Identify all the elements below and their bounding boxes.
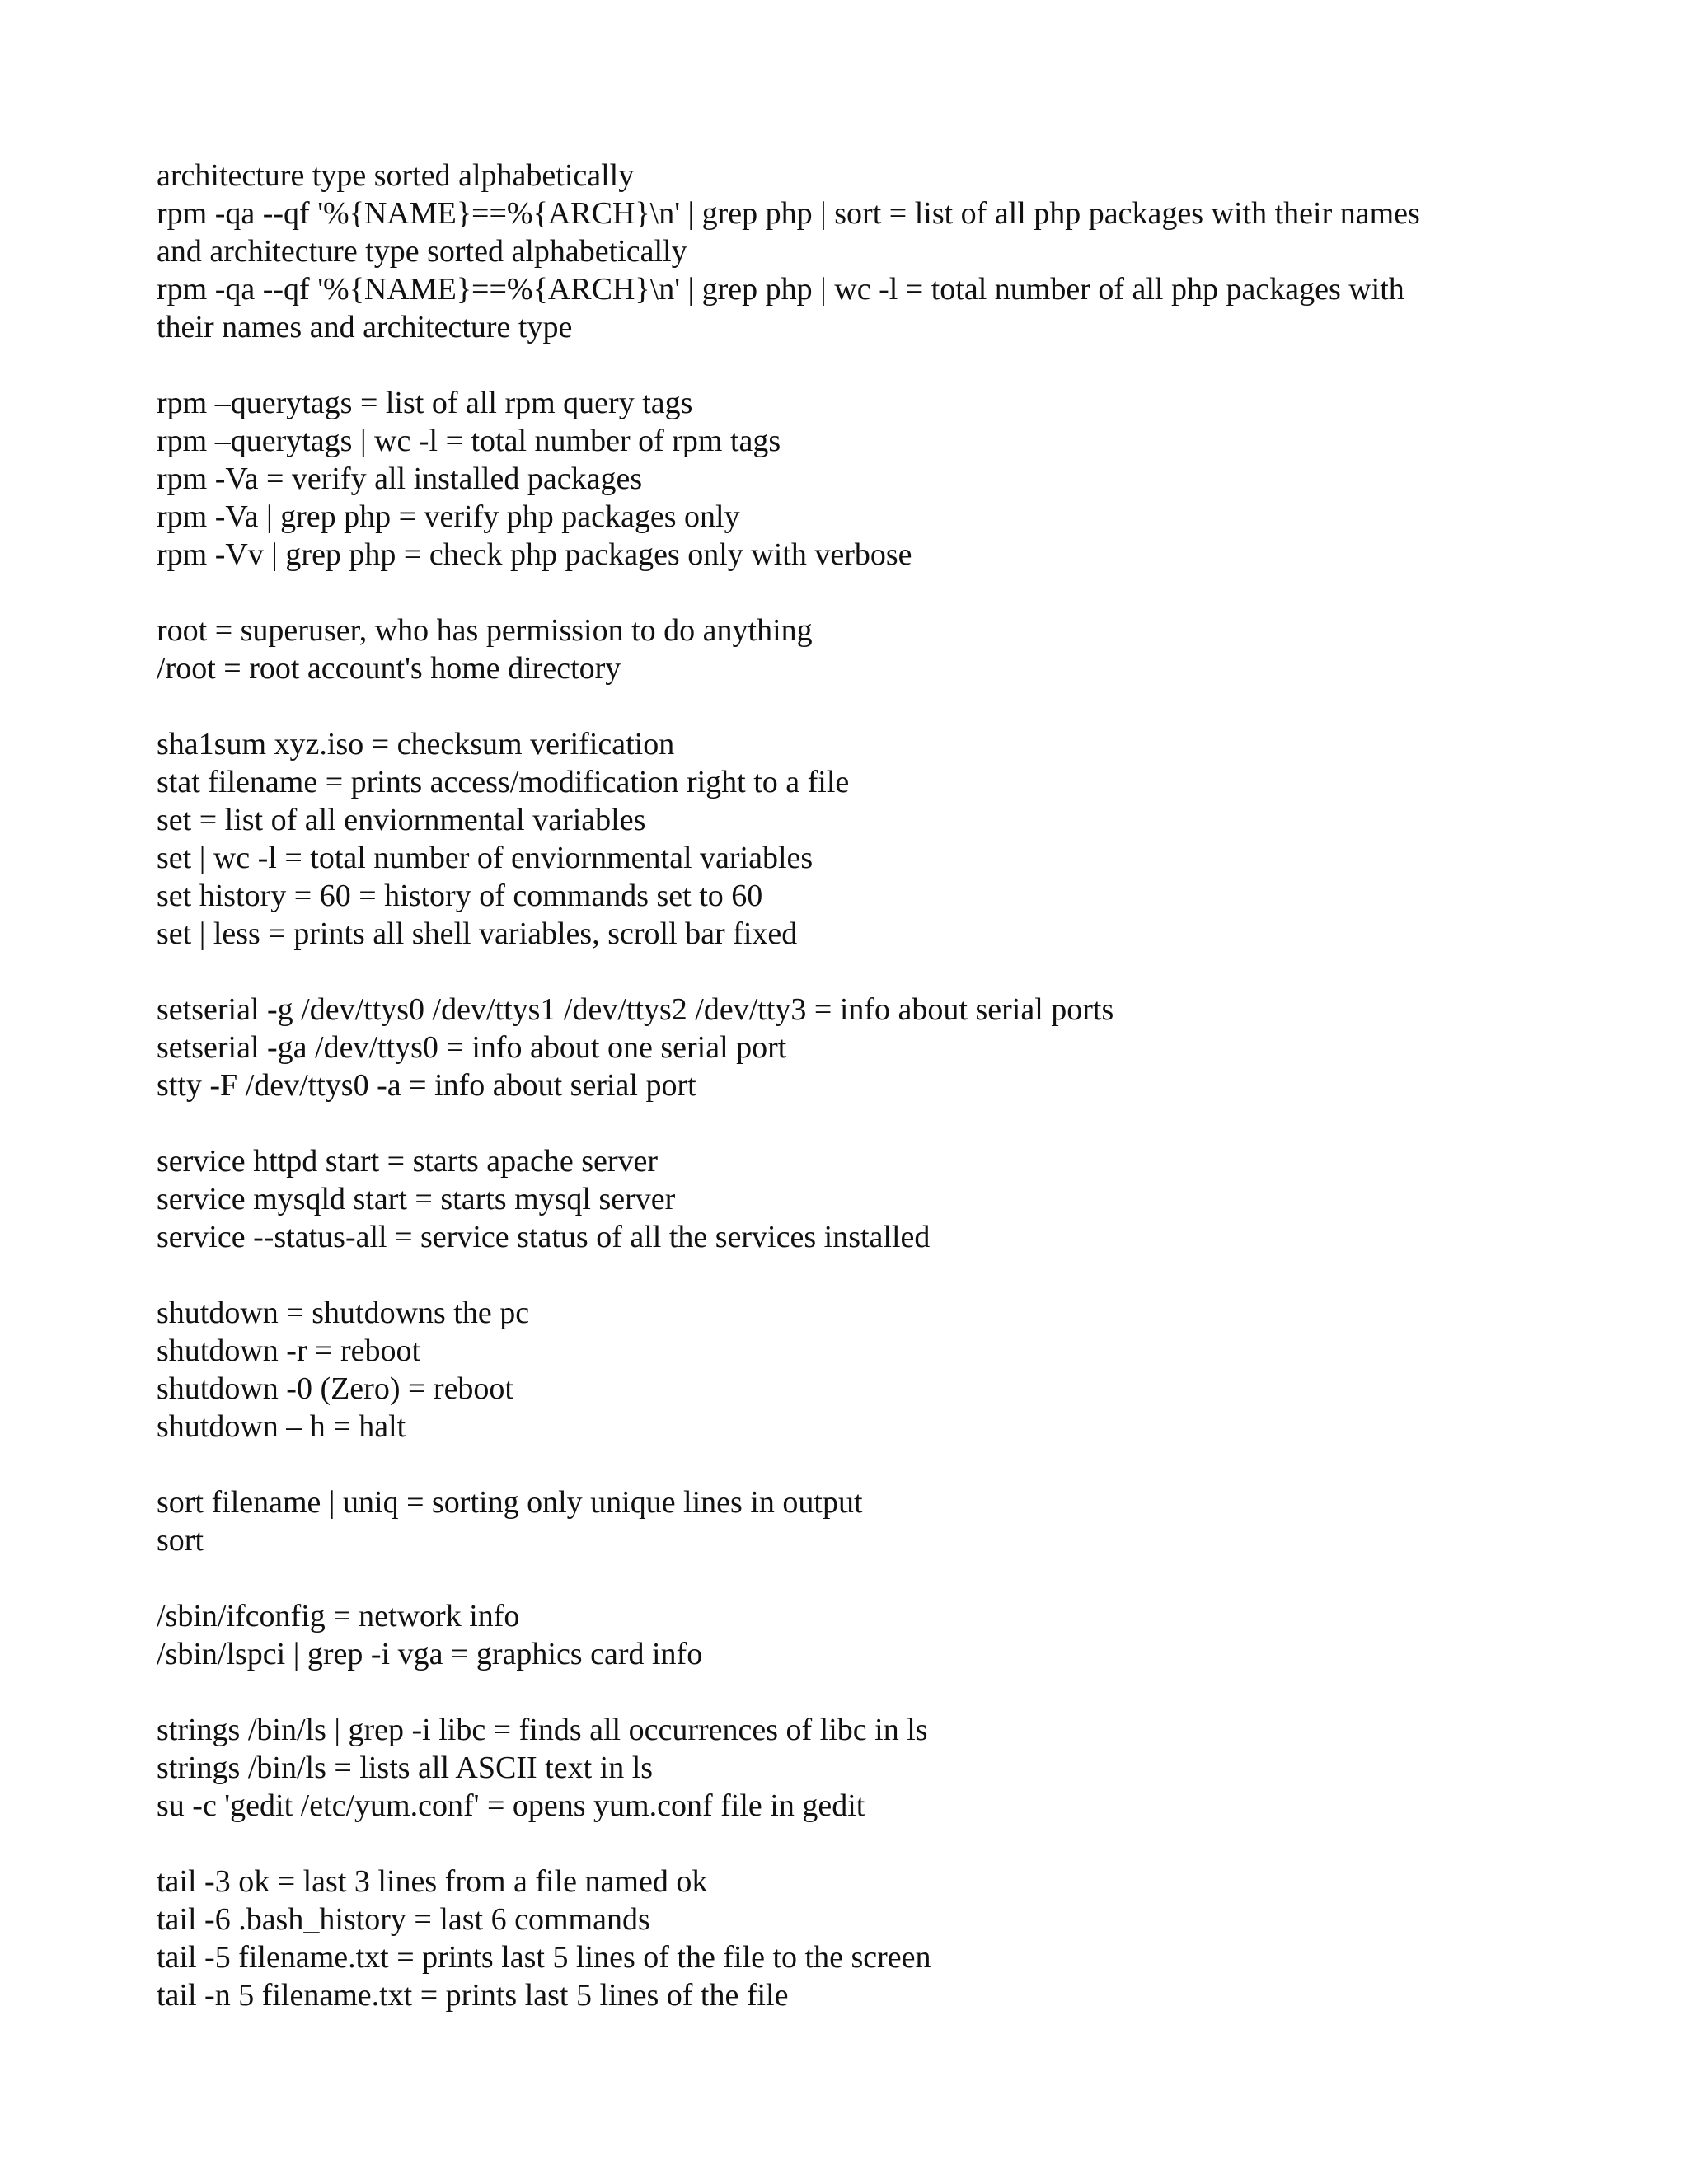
text-line: service mysqld start = starts mysql server	[157, 1182, 676, 1216]
text-line: rpm –querytags | wc -l = total number of rpm tags	[157, 424, 781, 458]
text-line: rpm -Vv | grep php = check php packages only with verbose	[157, 537, 912, 572]
blank-line	[157, 1559, 1525, 1597]
text-line: shutdown = shutdowns the pc	[157, 1296, 530, 1330]
text-line: rpm -qa --qf '%{NAME}==%{ARCH}\n' | grep php | wc -l = total number of all php packages with	[157, 272, 1404, 307]
blank-line	[157, 1104, 1525, 1142]
text-line: strings /bin/ls = lists all ASCII text in ls	[157, 1750, 654, 1785]
text-line: set | less = prints all shell variables, scroll bar fixed	[157, 916, 798, 951]
text-line: sort	[157, 1523, 204, 1558]
text-line: set history = 60 = history of commands set to 60	[157, 879, 763, 913]
text-line: /sbin/ifconfig = network info	[157, 1599, 520, 1633]
blank-line	[157, 1446, 1525, 1483]
blank-line	[157, 1673, 1525, 1711]
text-line: stty -F /dev/ttys0 -a = info about serial port	[157, 1068, 696, 1103]
blank-line	[157, 1256, 1525, 1294]
text-line: sort filename | uniq = sorting only unique lines in output	[157, 1485, 863, 1520]
text-line: /root = root account's home directory	[157, 651, 621, 686]
text-line: stat filename = prints access/modification right to a file	[157, 765, 850, 799]
text-line: rpm –querytags = list of all rpm query tags	[157, 386, 693, 420]
text-line: sha1sum xyz.iso = checksum verification	[157, 727, 675, 762]
text-line: rpm -Va = verify all installed packages	[157, 462, 643, 496]
text-line: rpm -qa --qf '%{NAME}==%{ARCH}\n' | grep php | sort = list of all php packages with their names	[157, 196, 1420, 231]
text-line: architecture type sorted alphabetically	[157, 158, 635, 193]
text-line: strings /bin/ls | grep -i libc = finds all occurrences of libc in ls	[157, 1713, 928, 1747]
text-line: set | wc -l = total number of enviornmental variables	[157, 841, 814, 875]
text-line: shutdown -r = reboot	[157, 1333, 421, 1368]
text-line: and architecture type sorted alphabetically	[157, 234, 687, 269]
text-line: su -c 'gedit /etc/yum.conf' = opens yum.conf file in gedit	[157, 1788, 865, 1823]
text-line: shutdown -0 (Zero) = reboot	[157, 1371, 513, 1406]
blank-line	[157, 953, 1525, 991]
blank-line	[157, 346, 1525, 384]
text-line: shutdown – h = halt	[157, 1409, 406, 1444]
text-line: /sbin/lspci | grep -i vga = graphics card info	[157, 1637, 703, 1671]
text-line: service --status-all = service status of all the services installed	[157, 1220, 931, 1254]
text-line: tail -n 5 filename.txt = prints last 5 lines of the file	[157, 1978, 789, 2013]
text-line: set = list of all enviornmental variables	[157, 803, 646, 837]
text-line: service httpd start = starts apache server	[157, 1144, 659, 1179]
text-line: tail -3 ok = last 3 lines from a file named ok	[157, 1864, 708, 1899]
blank-line	[157, 687, 1525, 725]
blank-line	[157, 574, 1525, 612]
text-line: tail -6 .bash_history = last 6 commands	[157, 1902, 650, 1937]
blank-line	[157, 1825, 1525, 1863]
document-text-body	[157, 157, 1525, 2014]
text-line: setserial -ga /dev/ttys0 = info about one serial port	[157, 1030, 787, 1065]
text-line: root = superuser, who has permission to do anything	[157, 613, 813, 648]
text-line: setserial -g /dev/ttys0 /dev/ttys1 /dev/ttys2 /dev/tty3 = info about serial ports	[157, 992, 1114, 1027]
text-line: tail -5 filename.txt = prints last 5 lines of the file to the screen	[157, 1940, 931, 1975]
text-line: their names and architecture type	[157, 310, 573, 344]
text-line: rpm -Va | grep php = verify php packages only	[157, 499, 740, 534]
